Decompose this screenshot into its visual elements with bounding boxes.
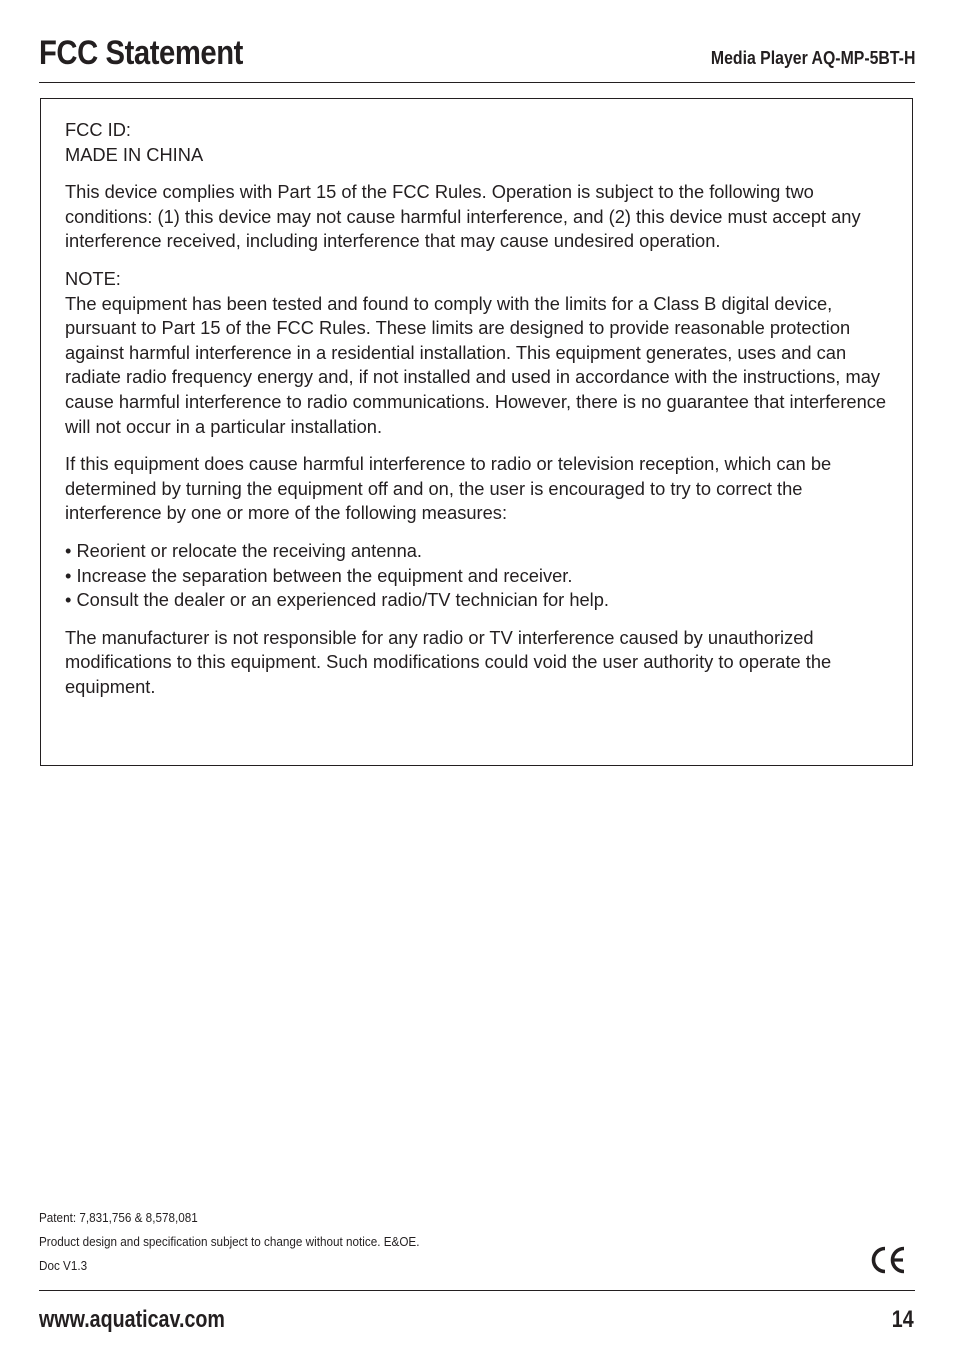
- note-block: [65, 267, 888, 439]
- footer-notes: [39, 1206, 419, 1278]
- compliance-paragraph: This device complies with Part 15 of the FCC Rules. Operation is subject to the following two conditions: (1) this device may not cause harmful interference, and (2) this device must accept any interference received, including interference that may cause undesired operation.: [65, 181, 861, 252]
- page-number: 14: [892, 1306, 914, 1333]
- origin-label: MADE IN CHINA: [65, 143, 204, 165]
- ce-mark-icon: [868, 1244, 908, 1276]
- note-label: NOTE:: [65, 267, 121, 289]
- measures-intro: If this equipment does cause harmful interference to radio or television reception, which can be determined by turning the equipment off and on, the user is encouraged to try to correct the interference by one or more of the following measures:: [65, 453, 832, 524]
- patent-text: Patent: 7,831,756 & 8,578,081: [39, 1210, 198, 1225]
- measures-list: [65, 539, 888, 613]
- fcc-id-block: [65, 118, 888, 167]
- notice-text: Product design and specification subject to change without notice. E&OE.: [39, 1234, 420, 1249]
- disclaimer-paragraph: The manufacturer is not responsible for any radio or TV interference caused by unauthorized modifications to this equipment. Such modifications could void the user authority to operate the equipment.: [65, 626, 832, 697]
- footer-divider: [39, 1290, 915, 1291]
- list-item: • Reorient or relocate the receiving antenna.: [65, 539, 423, 561]
- list-item: • Consult the dealer or an experienced radio/TV technician for help.: [65, 589, 609, 611]
- doc-version: Doc V1.3: [39, 1258, 88, 1273]
- page-title: FCC Statement: [39, 34, 243, 72]
- fcc-statement-box: [40, 98, 913, 766]
- list-item: • Increase the separation between the equipment and receiver.: [65, 564, 573, 586]
- page-header: [39, 30, 915, 83]
- fcc-id-label: FCC ID:: [65, 119, 132, 140]
- website-link[interactable]: www.aquaticav.com: [39, 1306, 225, 1333]
- product-name: Media Player AQ-MP-5BT-H: [710, 48, 915, 68]
- note-paragraph: The equipment has been tested and found to comply with the limits for a Class B digital device, pursuant to Part 15 of the FCC Rules. These limits are designed to provide reasonable protection against harmful interference in a residential installation. This equipment generates, uses and can radiate radio frequency energy and, if not installed and used in accordance with the instructions, may cause harmful interference to radio communications. However, there is no guarantee that interference will not occur in a particular installation.: [65, 292, 887, 437]
